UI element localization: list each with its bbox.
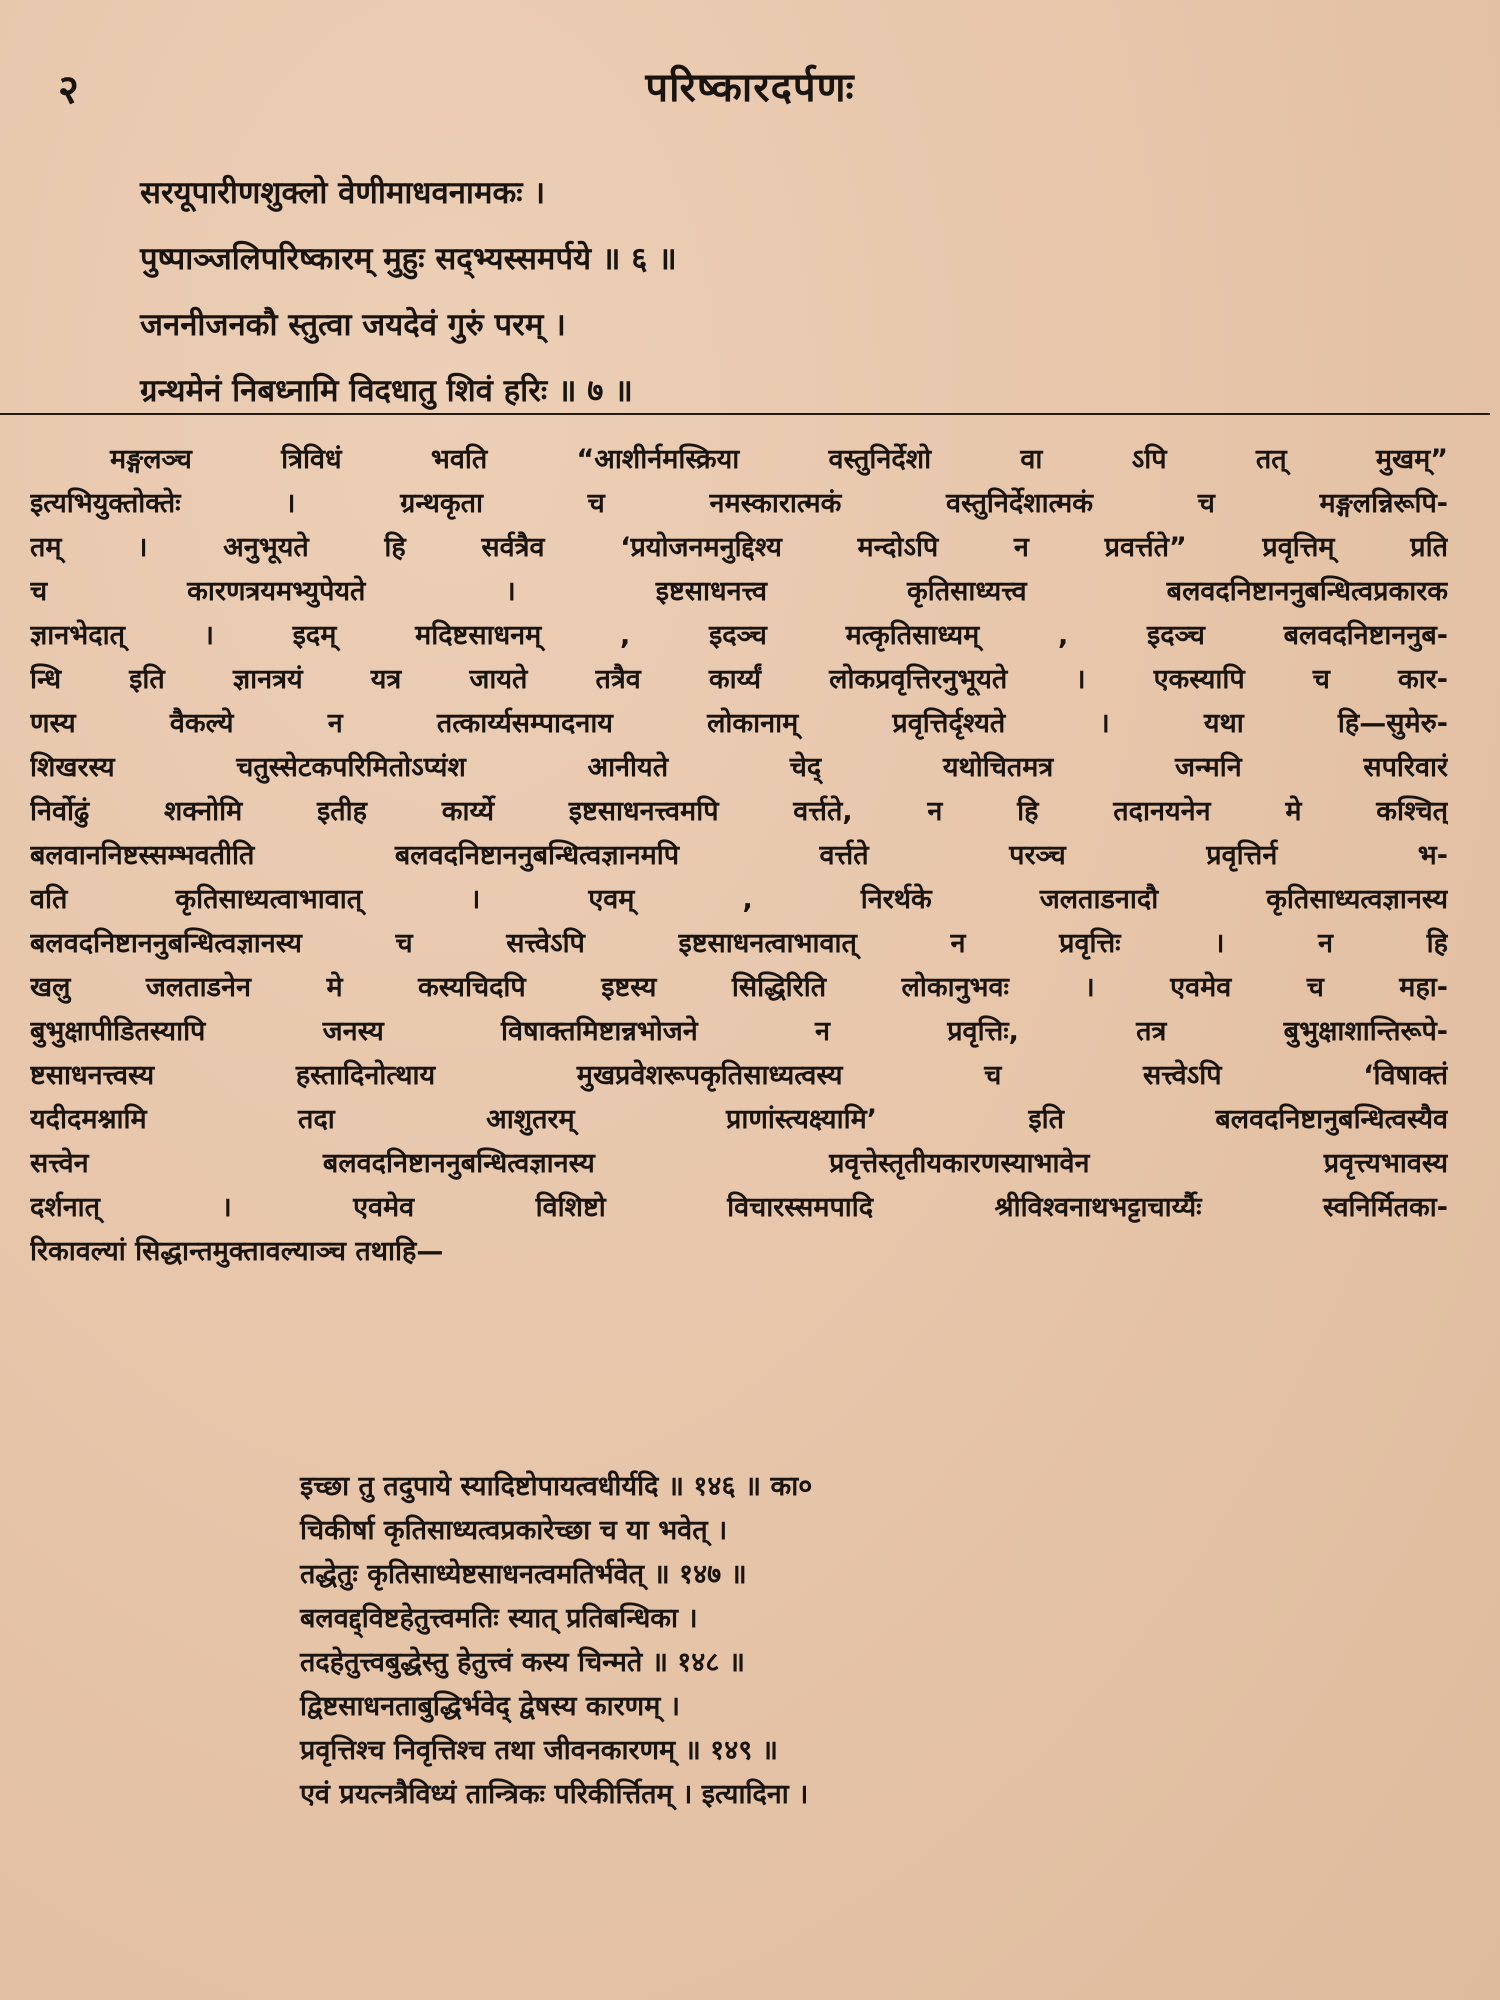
commentary-line: यदीदमश्नामि तदा आशुतरम् प्राणांस्त्यक्ष्यामि’ इति बलवदनिष्टानुबन्धित्वस्यैव (30, 1104, 1448, 1135)
commentary-line: रिकावल्यां सिद्धान्तमुक्तावल्याञ्च तथाहि— (30, 1236, 444, 1267)
verse-line: पुष्पाञ्जलिपरिष्कारम् मुहुः सद्भ्यस्समर्पये ॥ ६ ॥ (140, 241, 677, 277)
commentary-line: दर्शनात् । एवमेव विशिष्टो विचारस्समपादि श्रीविश्वनाथभट्टाचार्य्यैः स्वनिर्मितका- (30, 1192, 1448, 1223)
karika-line: प्रवृत्तिश्च निवृत्तिश्च तथा जीवनकारणम् ॥ १४९ ॥ (300, 1735, 778, 1766)
commentary-line: ष्टसाधनत्त्वस्य हस्तादिनोत्थाय मुखप्रवेशरूपकृतिसाध्यत्वस्य च सत्त्वेऽपि ‘विषाक्तं (30, 1060, 1448, 1091)
karika-block (300, 1465, 1450, 1817)
running-title: परिष्कारदर्पणः (645, 65, 855, 111)
commentary-line: खलु जलताडनेन मे कस्यचिदपि इष्टस्य सिद्धिरिति लोकानुभवः । एवमेव च महा- (30, 972, 1448, 1003)
karika-line: एवं प्रयत्नत्रैविध्यं तान्त्रिकः परिकीर्त्तितम् । इत्यादिना । (300, 1779, 809, 1810)
verse-line: ग्रन्थमेनं निबध्नामि विदधातु शिवं हरिः ॥ ७ ॥ (140, 373, 633, 409)
commentary-line: न्धि इति ज्ञानत्रयं यत्र जायते तत्रैव कार्य्यं लोकप्रवृत्तिरनुभूयते । एकस्यापि च कार- (30, 664, 1448, 695)
commentary-line: णस्य वैकल्ये न तत्कार्य्यसम्पादनाय लोकानाम् प्रवृत्तिर्दृश्यते । यथा हि—सुमेरु- (30, 708, 1448, 739)
verse-block (140, 160, 1390, 424)
verse-line: जननीजनकौ स्तुत्वा जयदेवं गुरुं परम् । (140, 307, 566, 343)
commentary-line: बलवदनिष्टाननुबन्धित्वज्ञानस्य च सत्त्वेऽपि इष्टसाधनत्वाभावात् न प्रवृत्तिः । न हि (30, 928, 1448, 959)
commentary-line: च कारणत्रयमभ्युपेयते । इष्टसाधनत्त्व कृतिसाध्यत्त्व बलवदनिष्टाननुबन्धित्वप्रकारक (30, 576, 1448, 607)
karika-line: बलवद्द्विष्टहेतुत्त्वमतिः स्यात् प्रतिबन्धिका । (300, 1603, 698, 1634)
verse-line: सरयूपारीणशुक्लो वेणीमाधवनामकः । (140, 175, 546, 211)
commentary-line: बलवाननिष्टस्सम्भवतीति बलवदनिष्टाननुबन्धित्वज्ञानमपि वर्त्तते परञ्च प्रवृत्तिर्न भ- (30, 840, 1448, 871)
karika-line: इच्छा तु तदुपाये स्यादिष्टोपायत्वधीर्यदि ॥ १४६ ॥ का० (300, 1471, 813, 1502)
commentary-line: बुभुक्षापीडितस्यापि जनस्य विषाक्तमिष्टान्नभोजने न प्रवृत्तिः, तत्र बुभुक्षाशान्तिरूपे- (30, 1016, 1448, 1047)
karika-line: तद्धेतुः कृतिसाध्येष्टसाधनत्वमतिर्भवेत् ॥ १४७ ॥ (300, 1559, 747, 1590)
commentary-line: ज्ञानभेदात् । इदम् मदिष्टसाधनम् , इदञ्च मत्कृतिसाध्यम् , इदञ्च बलवदनिष्टाननुब- (30, 620, 1448, 651)
commentary (30, 438, 1448, 1274)
karika-line: चिकीर्षा कृतिसाध्यत्वप्रकारेच्छा च या भवेत् । (300, 1515, 728, 1546)
karika-line: तदहेतुत्त्वबुद्धेस्तु हेतुत्त्वं कस्य चिन्मते ॥ १४८ ॥ (300, 1647, 745, 1678)
commentary-line: शिखरस्य चतुस्सेटकपरिमितोऽप्यंश आनीयते चेद् यथोचितमत्र जन्मनि सपरिवारं (30, 752, 1448, 783)
commentary-line: वति कृतिसाध्यत्वाभावात् । एवम् , निरर्थके जलताडनादौ कृतिसाध्यत्वज्ञानस्य (30, 884, 1448, 915)
section-divider (0, 413, 1490, 415)
commentary-line: इत्यभियुक्तोक्तेः । ग्रन्थकृता च नमस्कारात्मकं वस्तुनिर्देशात्मकं च मङ्गलन्निरूपि- (30, 488, 1448, 519)
commentary-line: तम् । अनुभूयते हि सर्वत्रैव ‘प्रयोजनमनुद्दिश्य मन्दोऽपि न प्रवर्त्तते” प्रवृत्तिम् प्रति (30, 532, 1448, 563)
commentary-line: सत्त्वेन बलवदनिष्टाननुबन्धित्वज्ञानस्य प्रवृत्तेस्तृतीयकारणस्याभावेन प्रवृत्त्यभावस्य (30, 1148, 1448, 1179)
karika-line: द्विष्टसाधनताबुद्धिर्भवेद् द्वेषस्य कारणम् । (300, 1691, 680, 1722)
page-number: २ (58, 67, 79, 113)
commentary-line: मङ्गलञ्च त्रिविधं भवति “आशीर्नमस्क्रिया वस्तुनिर्देशो वा ऽपि तत् मुखम्” (110, 444, 1448, 475)
commentary-line: निर्वोढुं शक्नोमि इतीह कार्य्ये इष्टसाधनत्त्वमपि वर्त्तते, न हि तदानयनेन मे कश्चित् (30, 796, 1448, 827)
